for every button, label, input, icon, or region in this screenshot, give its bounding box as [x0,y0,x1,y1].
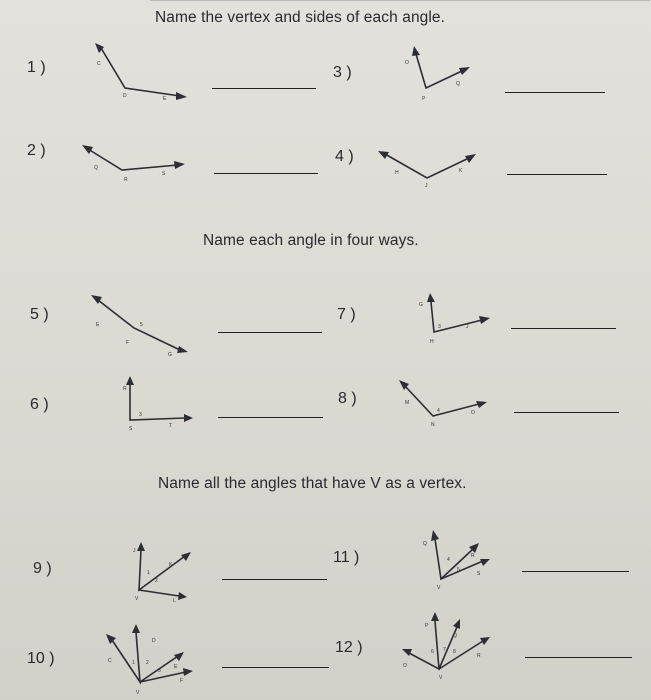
angle-figure-5 [88,290,198,360]
angle-label-3c: 3 [158,668,161,674]
answer-blank-11[interactable] [522,571,629,572]
point-label-e10: E [174,664,178,670]
angle-figure-7 [410,290,500,350]
point-label-g: G [168,352,172,358]
point-label-d10: D [152,638,156,644]
point-label-k9: K [169,562,173,568]
point-label-s: S [162,171,166,177]
problem-number-2: 2 ) [27,142,46,159]
point-label-o8: O [471,410,475,416]
angle-figure-8 [395,378,495,433]
section-heading-vertex-v: Name all the angles that have V as a vertex. [158,475,467,492]
point-label-t: T [169,423,173,429]
answer-blank-2[interactable] [214,173,318,174]
problem-number-4: 4 ) [335,148,354,165]
point-label-h: H [395,170,399,176]
answer-blank-7[interactable] [511,328,616,329]
angle-figure-9 [125,540,205,605]
angle-figure-1 [85,40,195,110]
problem-number-1: 1 ) [27,59,46,76]
problem-number-11: 11 ) [333,549,360,566]
point-label-m: M [405,400,410,406]
angle-label-2: 2 [155,578,158,584]
problem-number-10: 10 ) [27,650,55,667]
section-heading-vertex-sides: Name the vertex and sides of each angle. [155,9,446,26]
point-label-p12: P [425,623,429,629]
answer-blank-4[interactable] [507,174,607,175]
angle-figure-10 [100,620,205,695]
angle-figure-12 [395,605,500,680]
point-label-r6: R [123,386,127,392]
point-label-q12: Q [453,633,457,639]
angle-label-5: 5 [140,322,143,328]
answer-blank-9[interactable] [222,579,327,580]
angle-label-3: 3 [139,412,142,418]
point-label-r12: R [477,653,481,659]
point-label-r11: R [471,553,475,559]
point-label-h7: H [430,339,434,345]
point-label-j9: J [133,548,136,554]
angle-label-2b: 2 [146,660,149,666]
point-label-r: R [124,177,128,183]
point-label-q: Q [94,165,98,171]
angle-label-8: 8 [453,649,456,655]
point-label-v12: V [439,675,443,681]
point-label-d: D [123,93,127,99]
point-label-p: P [422,96,426,102]
answer-blank-12[interactable] [525,657,632,658]
angle-label-4b: 4 [447,557,450,563]
problem-number-9: 9 ) [33,560,52,577]
point-label-q11: Q [423,541,427,547]
point-label-s11: S [477,571,481,577]
answer-blank-8[interactable] [514,412,619,413]
angle-label-4: 4 [437,408,440,414]
answer-blank-10[interactable] [222,667,329,668]
point-label-o12: O [403,663,407,669]
angle-label-3b: 3 [438,324,441,330]
point-label-e: E [163,96,167,102]
point-label-f10: F [180,678,184,684]
angle-figure-4 [375,142,485,192]
point-label-n: N [431,422,435,428]
point-label-j: J [425,183,428,189]
problem-number-12: 12 ) [335,639,363,656]
point-label-q3: Q [456,81,460,87]
problem-number-5: 5 ) [30,306,49,323]
point-label-f: F [126,340,130,346]
point-label-v9: V [135,596,139,602]
point-label-c: C [97,61,101,67]
angle-label-1: 1 [147,570,150,576]
point-label-o: O [405,60,409,66]
answer-blank-3[interactable] [505,92,605,93]
point-label-l: L [173,598,176,604]
angle-label-7: 7 [443,647,446,653]
problem-number-6: 6 ) [30,396,49,413]
point-label-j7: J [466,324,469,330]
point-label-k: K [459,168,463,174]
point-label-v11: V [437,585,441,591]
angle-label-6: 6 [431,649,434,655]
point-label-v10: V [136,690,140,696]
point-label-e5: E [96,322,100,328]
angle-figure-2 [78,135,188,195]
angle-figure-3 [398,40,478,110]
point-label-c10: C [108,658,112,664]
top-rule [150,0,650,1]
section-heading-four-ways: Name each angle in four ways. [203,232,419,249]
answer-blank-5[interactable] [218,332,322,333]
problem-number-7: 7 ) [337,306,356,323]
answer-blank-6[interactable] [218,417,323,418]
angle-figure-6 [115,372,195,432]
angle-label-1b: 1 [132,660,135,666]
problem-number-8: 8 ) [338,390,357,407]
angle-label-5b: 5 [457,567,460,573]
answer-blank-1[interactable] [212,88,316,89]
angle-figure-11 [415,525,500,590]
point-label-s6: S [129,426,133,432]
problem-number-3: 3 ) [333,64,352,81]
point-label-g7: G [419,302,423,308]
